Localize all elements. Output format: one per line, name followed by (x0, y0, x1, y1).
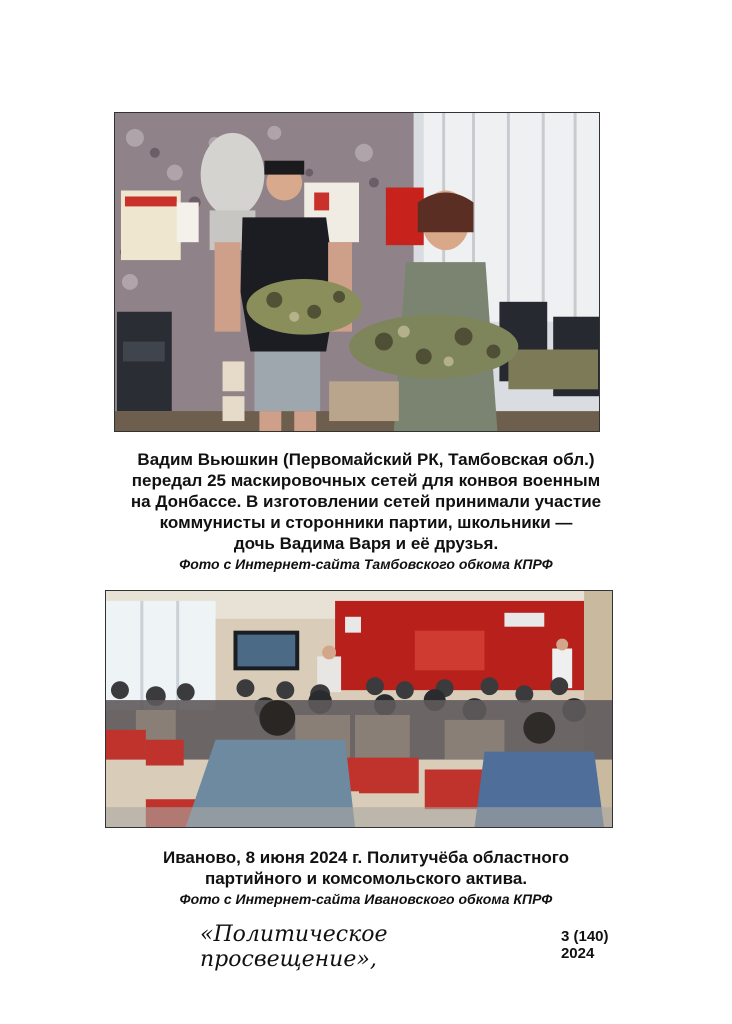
page-footer (200, 922, 640, 972)
photo-ivanovo-meeting (105, 590, 613, 828)
caption-photo-camouflage-nets (60, 449, 672, 574)
photo-credit: Фото с Интернет-сайта Тамбовского обкома КПРФ (179, 556, 553, 572)
photo-ivanovo-meeting-image (106, 591, 612, 827)
journal-title: «Политическое просвещение», (200, 922, 388, 972)
caption-line: партийного и комсомольского актива. (204, 869, 528, 888)
caption-photo-ivanovo-meeting (60, 847, 672, 909)
caption-line: коммунисты и сторонники партии, школьники — (159, 513, 573, 532)
caption-line: Вадим Вьюшкин (Первомайский РК, Тамбовская обл.) (137, 450, 595, 469)
caption-line: на Донбассе. В изготовлении сетей принимали участие (130, 492, 602, 511)
caption-line: передал 25 маскировочных сетей для конвоя военным (131, 471, 601, 490)
photo-credit: Фото с Интернет-сайта Ивановского обкома КПРФ (179, 891, 553, 907)
photo-camouflage-nets-image (115, 113, 599, 431)
caption-line: Иваново, 8 июня 2024 г. Политучёба областного (162, 848, 570, 867)
photo-camouflage-nets (114, 112, 600, 432)
issue-number: 3 (140) 2024 (560, 928, 609, 962)
caption-line: дочь Вадима Варя и её друзья. (233, 534, 499, 553)
